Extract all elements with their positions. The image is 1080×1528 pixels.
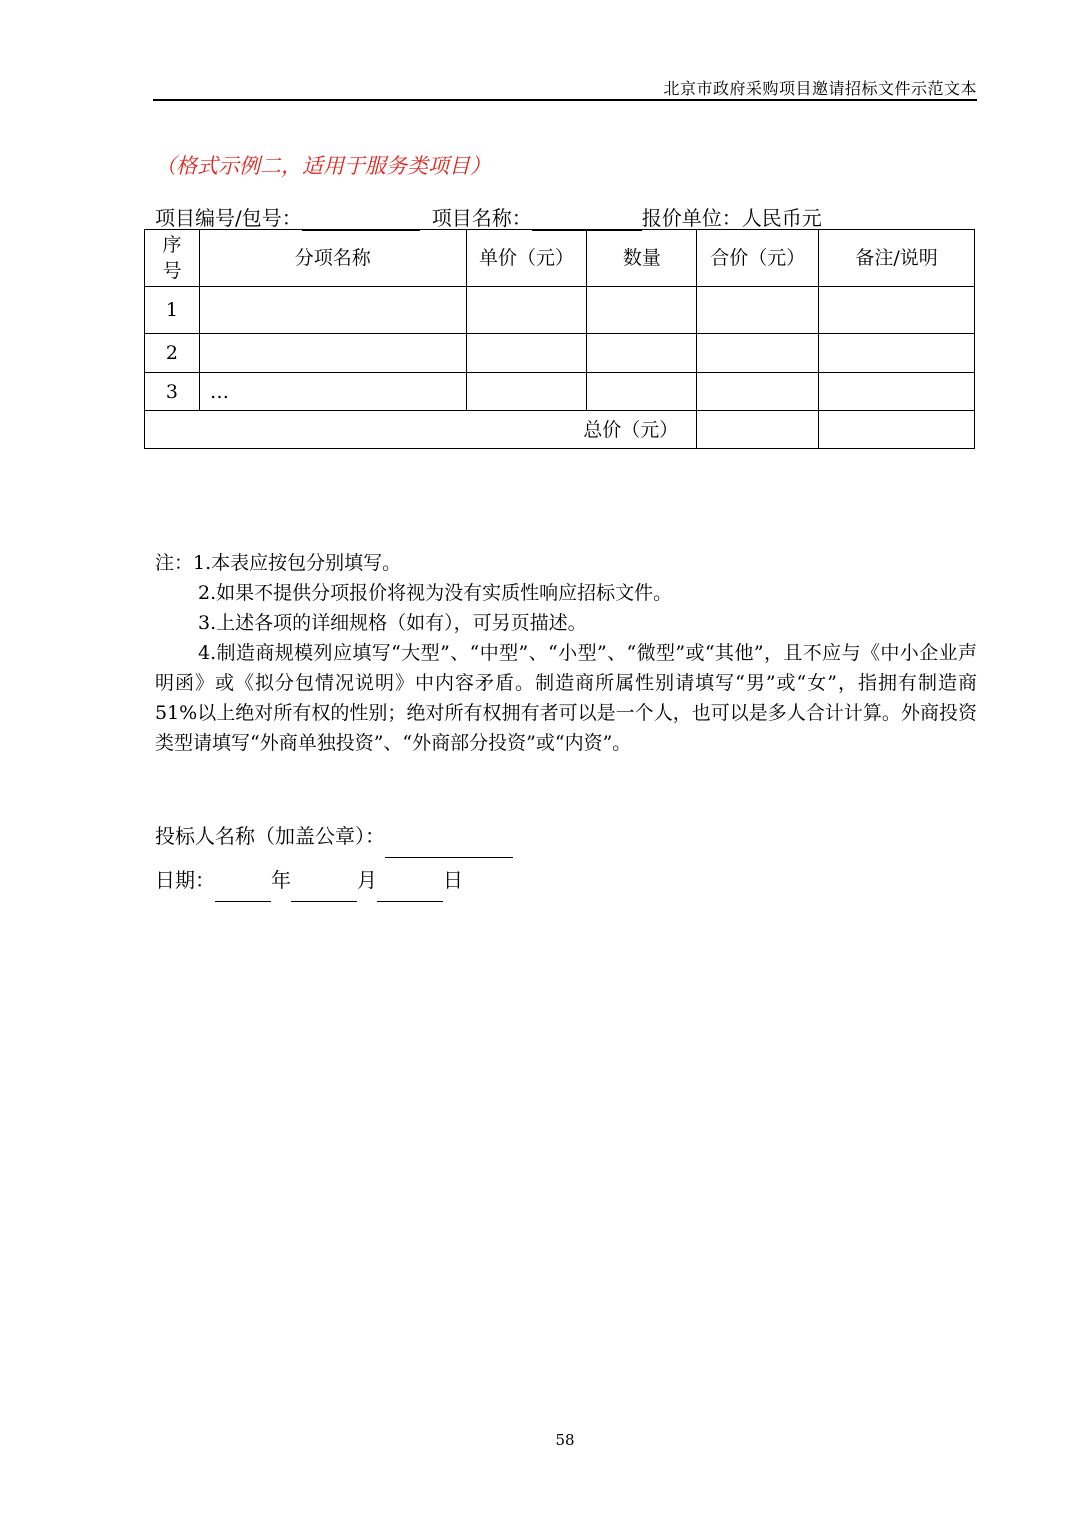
row-seq: 2: [145, 334, 200, 373]
header-seq: [145, 230, 200, 287]
row-quantity-cell[interactable]: [587, 287, 697, 334]
date-line: [155, 858, 513, 902]
row-seq: 1: [145, 287, 200, 334]
row-unit-price-cell[interactable]: [466, 373, 587, 411]
note-3: 3.上述各项的详细规格（如有），可另页描述。: [198, 612, 587, 634]
project-no-blank[interactable]: [302, 208, 420, 231]
total-remarks-cell[interactable]: [819, 411, 975, 449]
row-total-price-cell[interactable]: [697, 373, 819, 411]
project-name-blank[interactable]: [532, 208, 642, 231]
note-2: 2.如果不提供分项报价将视为没有实质性响应招标文件。: [198, 582, 673, 604]
header-remarks: 备注/说明: [819, 230, 975, 287]
total-label: 总价（元）: [145, 411, 697, 449]
row-unit-price-cell[interactable]: [466, 334, 587, 373]
header-unit-price: 单价（元）: [466, 230, 587, 287]
project-no-label: 项目编号/包号：: [155, 206, 302, 230]
total-row: [145, 411, 975, 449]
row-item-cell[interactable]: …: [199, 373, 466, 411]
header-item-name: 分项名称: [199, 230, 466, 287]
header-total-price: 合价（元）: [697, 230, 819, 287]
notes-section: [155, 548, 977, 758]
table-header-row: [145, 230, 975, 287]
row-item-cell[interactable]: [199, 334, 466, 373]
project-info-line: [155, 202, 822, 231]
day-label: 日: [443, 868, 463, 892]
row-total-price-cell[interactable]: [697, 287, 819, 334]
row-unit-price-cell[interactable]: [466, 287, 587, 334]
date-label: 日期：: [155, 868, 215, 892]
note-1: 注：1.本表应按包分别填写。: [155, 552, 402, 574]
bidder-name-blank[interactable]: [385, 835, 513, 858]
year-blank[interactable]: [215, 879, 271, 902]
price-unit-label: 报价单位：人民币元: [641, 206, 822, 230]
row-quantity-cell[interactable]: [587, 334, 697, 373]
project-name-label: 项目名称：: [431, 206, 532, 230]
year-label: 年: [271, 868, 291, 892]
day-blank[interactable]: [377, 879, 443, 902]
signature-section: [155, 814, 513, 902]
row-remarks-cell[interactable]: [819, 334, 975, 373]
bidder-name-label: 投标人名称（加盖公章）：: [155, 824, 385, 848]
header-seq-line2: 号: [162, 260, 182, 282]
table-row: [145, 334, 975, 373]
row-quantity-cell[interactable]: [587, 373, 697, 411]
page-number: 58: [555, 1431, 575, 1449]
month-label: 月: [357, 868, 377, 892]
quotation-table: [144, 229, 975, 449]
row-item-cell[interactable]: [199, 287, 466, 334]
bidder-name-line: [155, 814, 513, 858]
note-4: 4.制造商规模列应填写“大型”、“中型”、“小型”、“微型”或“其他”，且不应与《中小企业声明函》或《拟分包情况说明》中内容矛盾。制造商所属性别请填写“男”或“女”，指拥有制造商 51%以上绝对所有权的性别；绝对所有权拥有者可以是一个人，也可以是多人合计计算。外商投资类型请填写“外商单独投资”、“外商部分投资”或“内资”。: [155, 642, 977, 754]
table-row: [145, 287, 975, 334]
document-header-title: 北京市政府采购项目邀请招标文件示范文本: [663, 79, 977, 98]
row-total-price-cell[interactable]: [697, 334, 819, 373]
header-rule: [153, 99, 977, 101]
header-quantity: 数量: [587, 230, 697, 287]
row-remarks-cell[interactable]: [819, 287, 975, 334]
month-blank[interactable]: [291, 879, 357, 902]
total-price-cell[interactable]: [697, 411, 819, 449]
format-example-title: （格式示例二，适用于服务类项目）: [155, 154, 491, 178]
row-remarks-cell[interactable]: [819, 373, 975, 411]
header-seq-line1: 序: [162, 234, 182, 256]
table-row: [145, 373, 975, 411]
row-seq: 3: [145, 373, 200, 411]
